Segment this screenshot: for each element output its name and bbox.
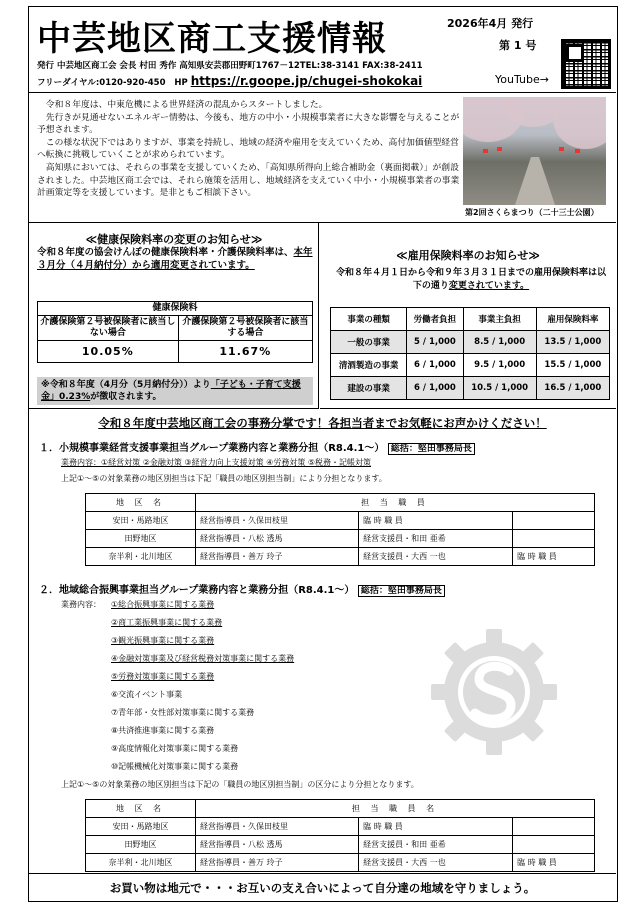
employment-insurance-section — [320, 223, 616, 409]
freedial: フリーダイヤル:0120-920-450 — [37, 78, 166, 88]
intro-paragraph: この様な状況下ではありますが、事業を持続し、地域の経済や雇用を支えていくため、高付加価値型経営へ転換に挑戦していくことが求められています。 — [37, 137, 459, 161]
table-row: 建設の事業 6 / 1,000 10.5 / 1,000 16.5 / 1,000 — [331, 377, 610, 400]
newsletter-page — [28, 6, 618, 902]
photo-caption: 第2回さくらまつり（二十三士公園） — [465, 208, 599, 217]
table-row: 奈半利・北川地区 経営指導員・善万 玲子 経営支援員・大西 一也 臨 時 職 員 — [86, 854, 595, 872]
duty-item: ①総合振興事業に関する業務 — [111, 600, 215, 609]
table-row: 田野地区 経営指導員・八松 透馬 経営支援員・和田 亜希 — [86, 530, 595, 548]
col-employer-share: 事業主負担 — [463, 308, 536, 331]
issue-date: 2026年4月 発行 — [447, 17, 534, 30]
table-row: 安田・馬路地区 経営指導員・久保田枝里 臨 時 職 員 — [86, 512, 595, 530]
section-2-title: ２．地域総合振興事業担当グループ業務内容と業務分担（R8.4.1～） 総括：堅田事務局長 — [39, 581, 445, 596]
health-col-not-applicable: 介護保険第２号被保険者に該当しない場合 — [38, 316, 179, 341]
duty-item: ④金融対策事業及び経営税務対策事業に関する業務 — [111, 654, 295, 663]
youtube-label: YouTube→ — [495, 73, 549, 86]
health-rate-table — [37, 301, 313, 363]
section-1-items: 業務内容：①経営対策 ②金融対策 ③経営力向上支援対策 ④労務対策 ⑤税務・記帳対策 — [61, 458, 372, 467]
employment-body: 令和８年４月１日から令和９年３月３１日までの雇用保険料率は以下の通り変更されています。 — [336, 268, 607, 291]
page-title: 中芸地区商工支援情報 — [37, 19, 387, 59]
health-body-emphasis: 本年３月分（４月納付分）から適用変更されています。 — [37, 247, 313, 271]
duty-item: ⑦青年部・女性部対策事業に関する業務 — [111, 708, 255, 717]
duty-item: ⑤労務対策事業に関する業務 — [111, 672, 215, 681]
sakura-festival-photo — [463, 97, 606, 205]
area-staff-table-1: 地 区 名 担 当 職 員 安田・馬路地区 経営指導員・久保田枝里 臨 時 職 員 田野地区 経営指導員・八松 透馬 経営支援員・和田 亜希 奈半利・北川地区 経営指導員・善万 玲子 経営支援員・大西 一也 臨 時 職 員 — [85, 493, 595, 566]
section-1-note: 上記①～⑤の対象業務の地区別担当は下記「職員の地区別担当制」により分担となります。 — [61, 474, 387, 483]
section-1-manager: 総括：堅田事務局長 — [388, 443, 475, 455]
section-2-note: 上記①～⑤の対象業務の地区別担当は下記の「職員の地区別担当制」の区分により分担となります。 — [61, 780, 419, 789]
duty-item: ③観光振興事業に関する業務 — [111, 636, 215, 645]
health-rate-2: 11.67% — [178, 341, 312, 363]
health-insurance-section — [29, 223, 319, 409]
hp-label: HP — [174, 78, 188, 88]
intro-text — [37, 99, 462, 200]
duty-item: ⑨高度情報化対策事業に関する業務 — [111, 744, 239, 753]
health-rate-1: 10.05% — [38, 341, 179, 363]
table-row: 奈半利・北川地区 経営指導員・善万 玲子 経営支援員・大西 一也 臨 時 職 員 — [86, 548, 595, 566]
duty-item: ⑧共済推進事業に関する業務 — [111, 726, 215, 735]
col-rate: 雇用保険料率 — [536, 308, 609, 331]
duty-item: ⑩記帳機械化対策事業に関する業務 — [111, 762, 239, 771]
intro-paragraph: 令和８年度は、中東危機による世界経済の混乱からスタートしました。 — [45, 100, 328, 110]
col-worker-share: 労働者負担 — [407, 308, 463, 331]
table-row: 田野地区 経営指導員・八松 透馬 経営支援員・和田 亜希 — [86, 836, 595, 854]
homepage-link[interactable]: https://r.goope.jp/chugei-shokokai — [190, 74, 423, 88]
intro-paragraph: 高知県においては、それらの事業を支援していくため、「高知県所得向上総合補助金（裏面掲載）」が創設されました。中芸地区商工会では、それら施策を活用し、地域経済を支えていく中小・小規模事業者の事業計画策定等を支援しています。是非ともご相談下さい。 — [37, 162, 460, 199]
duty-item: ②商工業振興事業に関する業務 — [111, 618, 223, 627]
health-col-applicable: 介護保険第２号被保険者に該当する場合 — [178, 316, 312, 341]
intro-paragraph: 先行きが見通せないエネルギー情勢は、今後も、地方の中小・小規模事業者に大きな影響を与えることが予想されます。 — [37, 112, 460, 136]
health-body — [37, 247, 313, 272]
table-row: 清酒製造の事業 6 / 1,000 9.5 / 1,000 15.5 / 1,000 — [331, 354, 610, 377]
qr-code-icon[interactable] — [561, 39, 611, 89]
health-body-text: 令和８年度の協会けんぽの健康保険料率・介護保険料率は、 — [37, 247, 294, 258]
footer-message: お買い物は地元で・・・お互いの支え合いによって自分達の地域を守りましょう。 — [29, 873, 616, 901]
shokokai-gear-logo-icon — [429, 627, 559, 757]
section-2-manager: 総括：堅田事務局長 — [358, 585, 445, 597]
header — [29, 7, 616, 93]
intro-section — [29, 93, 616, 223]
section-1-title: １．小規模事業経営支援事業担当グループ業務内容と業務分担（R8.4.1～） 総括：堅田事務局長 — [39, 439, 475, 454]
health-note: ※令和８年度（4月分（5月納付分））より「子ども・子育て支援金」0.23%が徴収されます。 — [37, 377, 313, 405]
publisher-info: 発行 中芸地区商工会 会長 村田 秀作 高知県安芸郡田野町1767－12TEL:38-3141 FAX:38-2411 — [37, 61, 423, 71]
contact-line — [37, 74, 422, 88]
table-row: 一般の事業 5 / 1,000 8.5 / 1,000 13.5 / 1,000 — [331, 331, 610, 354]
issue-number: 第 1 号 — [499, 39, 537, 52]
health-table-title: 健康保険料 — [38, 302, 313, 316]
employment-title: ≪雇用保険料率のお知らせ≫ — [396, 249, 540, 262]
area-staff-table-2: 地 区 名 担 当 職 員 名 安田・馬路地区 経営指導員・久保田枝里 臨 時 職 員 田野地区 経営指導員・八松 透馬 経営支援員・和田 亜希 奈半利・北川地区 経営指導員・善万 玲子 経営支援員・大西 一也 臨 時 職 員 — [85, 799, 595, 872]
section-2-prefix: 業務内容： — [61, 600, 101, 609]
duties-title: 令和８年度中芸地区商工会の事務分掌です！各担当者までお気軽にお声かけください！ — [98, 416, 547, 430]
duty-item: ⑥交流イベント事業 — [111, 690, 183, 699]
employment-rate-table — [330, 307, 610, 400]
table-row: 安田・馬路地区 経営指導員・久保田枝里 臨 時 職 員 — [86, 818, 595, 836]
health-title: ≪健康保険料率の変更のお知らせ≫ — [85, 233, 263, 246]
col-business-type: 事業の種類 — [331, 308, 407, 331]
